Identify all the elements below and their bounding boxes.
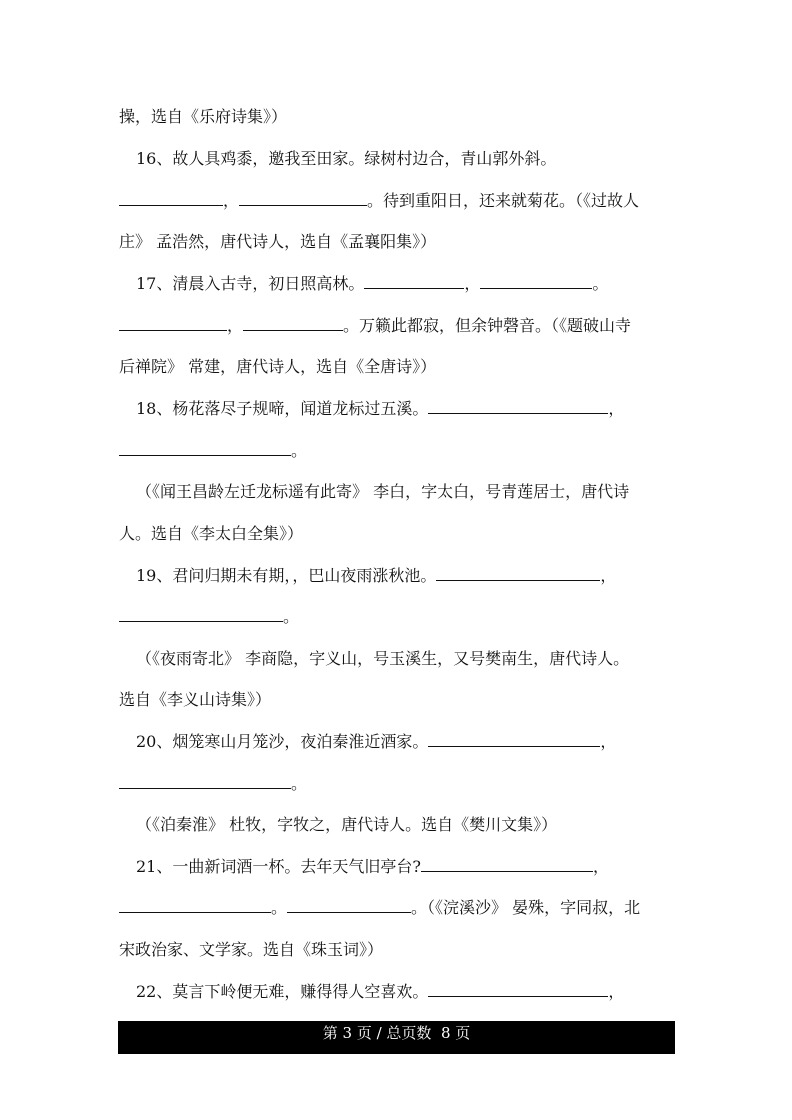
current-page-number: 3	[342, 1024, 353, 1042]
text-line	[119, 357, 679, 377]
text: 。	[291, 774, 308, 793]
text: 22、莫言下岭便无难，赚得得人空喜欢。	[136, 982, 429, 1001]
text: （《泊秦淮》 杜牧，字牧之，唐代诗人。选自《樊川文集》）	[136, 815, 558, 834]
text: 20、烟笼寒山月笼沙，夜泊秦淮近酒家。	[136, 732, 429, 751]
question-19	[136, 566, 696, 586]
text-line	[119, 441, 679, 461]
text-line	[119, 690, 679, 710]
text: 18、杨花落尽子规啼，闻道龙标过五溪。	[136, 399, 429, 418]
text-line	[119, 191, 679, 211]
answer-blank	[119, 607, 283, 622]
text-line	[136, 815, 696, 835]
answer-blank	[119, 191, 223, 206]
answer-blank	[119, 441, 291, 456]
question-16	[136, 149, 696, 169]
total-pages-number: 8	[440, 1024, 451, 1042]
text: ，	[223, 191, 240, 210]
answer-blank	[239, 191, 367, 206]
text: （《夜雨寄北》 李商隐，字义山，号玉溪生，又号樊南生，唐代诗人。	[136, 649, 630, 668]
text: 。	[291, 441, 308, 460]
answer-blank	[119, 774, 291, 789]
text-line	[119, 940, 679, 960]
text: 。	[592, 274, 609, 293]
answer-blank	[119, 898, 271, 913]
answer-blank	[428, 982, 608, 997]
text: 17、清晨入古寺，初日照高林。	[136, 274, 365, 293]
answer-blank	[421, 857, 593, 872]
text-line	[119, 524, 679, 544]
text-line	[119, 107, 679, 127]
text: ，	[608, 982, 625, 1001]
text: ，	[592, 857, 609, 876]
text: 宋政治家、文学家。选自《珠玉词》）	[119, 940, 384, 959]
text-line	[136, 649, 696, 669]
question-18	[136, 399, 696, 419]
text-line	[119, 316, 679, 336]
text: 21、一曲新词酒一杯。去年天气旧亭台?	[136, 857, 421, 876]
question-21	[136, 857, 696, 877]
text-line	[119, 774, 679, 794]
text: 操，选自《乐府诗集》）	[119, 107, 288, 126]
text: 。	[271, 898, 288, 917]
footer-suffix: 页	[455, 1024, 471, 1042]
text-line	[119, 898, 679, 918]
answer-blank	[287, 898, 411, 913]
question-22	[136, 982, 696, 1002]
text: ，	[608, 399, 625, 418]
text: 庄》 孟浩然，唐代诗人，选自《孟襄阳集》）	[119, 232, 437, 251]
text-line	[119, 607, 679, 627]
footer-prefix: 第	[322, 1024, 338, 1042]
answer-blank	[436, 566, 600, 581]
question-20	[136, 732, 696, 752]
text: 。（《浣溪沙》 晏殊，字同叔，北	[411, 898, 641, 917]
text-line	[119, 232, 679, 252]
text: ，	[227, 316, 244, 335]
footer-middle: 页 / 总页数	[356, 1024, 432, 1042]
text: 人。选自《李太白全集》）	[119, 524, 304, 543]
text: 选自《李义山诗集》）	[119, 690, 272, 709]
text-line	[136, 482, 696, 502]
text: 。待到重阳日，还来就菊花。（《过故人	[367, 191, 640, 210]
answer-blank	[243, 316, 343, 331]
page-footer	[118, 1021, 675, 1054]
text: 。万籁此都寂，但余钟磬音。（《题破山寺	[343, 316, 632, 335]
question-17	[136, 274, 696, 294]
text: ，	[600, 732, 617, 751]
answer-blank	[428, 399, 608, 414]
text: 16、故人具鸡黍，邀我至田家。绿树村边合，青山郭外斜。	[136, 149, 557, 168]
text: 后禅院》 常建，唐代诗人，选自《全唐诗》）	[119, 357, 437, 376]
answer-blank	[119, 316, 227, 331]
answer-blank	[428, 732, 600, 747]
text: （《闻王昌龄左迁龙标遥有此寄》 李白，字太白，号青莲居士，唐代诗	[136, 482, 630, 501]
answer-blank	[480, 274, 592, 289]
answer-blank	[364, 274, 464, 289]
text: ，	[464, 274, 481, 293]
text: 。	[283, 607, 300, 626]
text: ，	[600, 566, 617, 585]
text: 19、君问归期未有期，，巴山夜雨涨秋池。	[136, 566, 437, 585]
